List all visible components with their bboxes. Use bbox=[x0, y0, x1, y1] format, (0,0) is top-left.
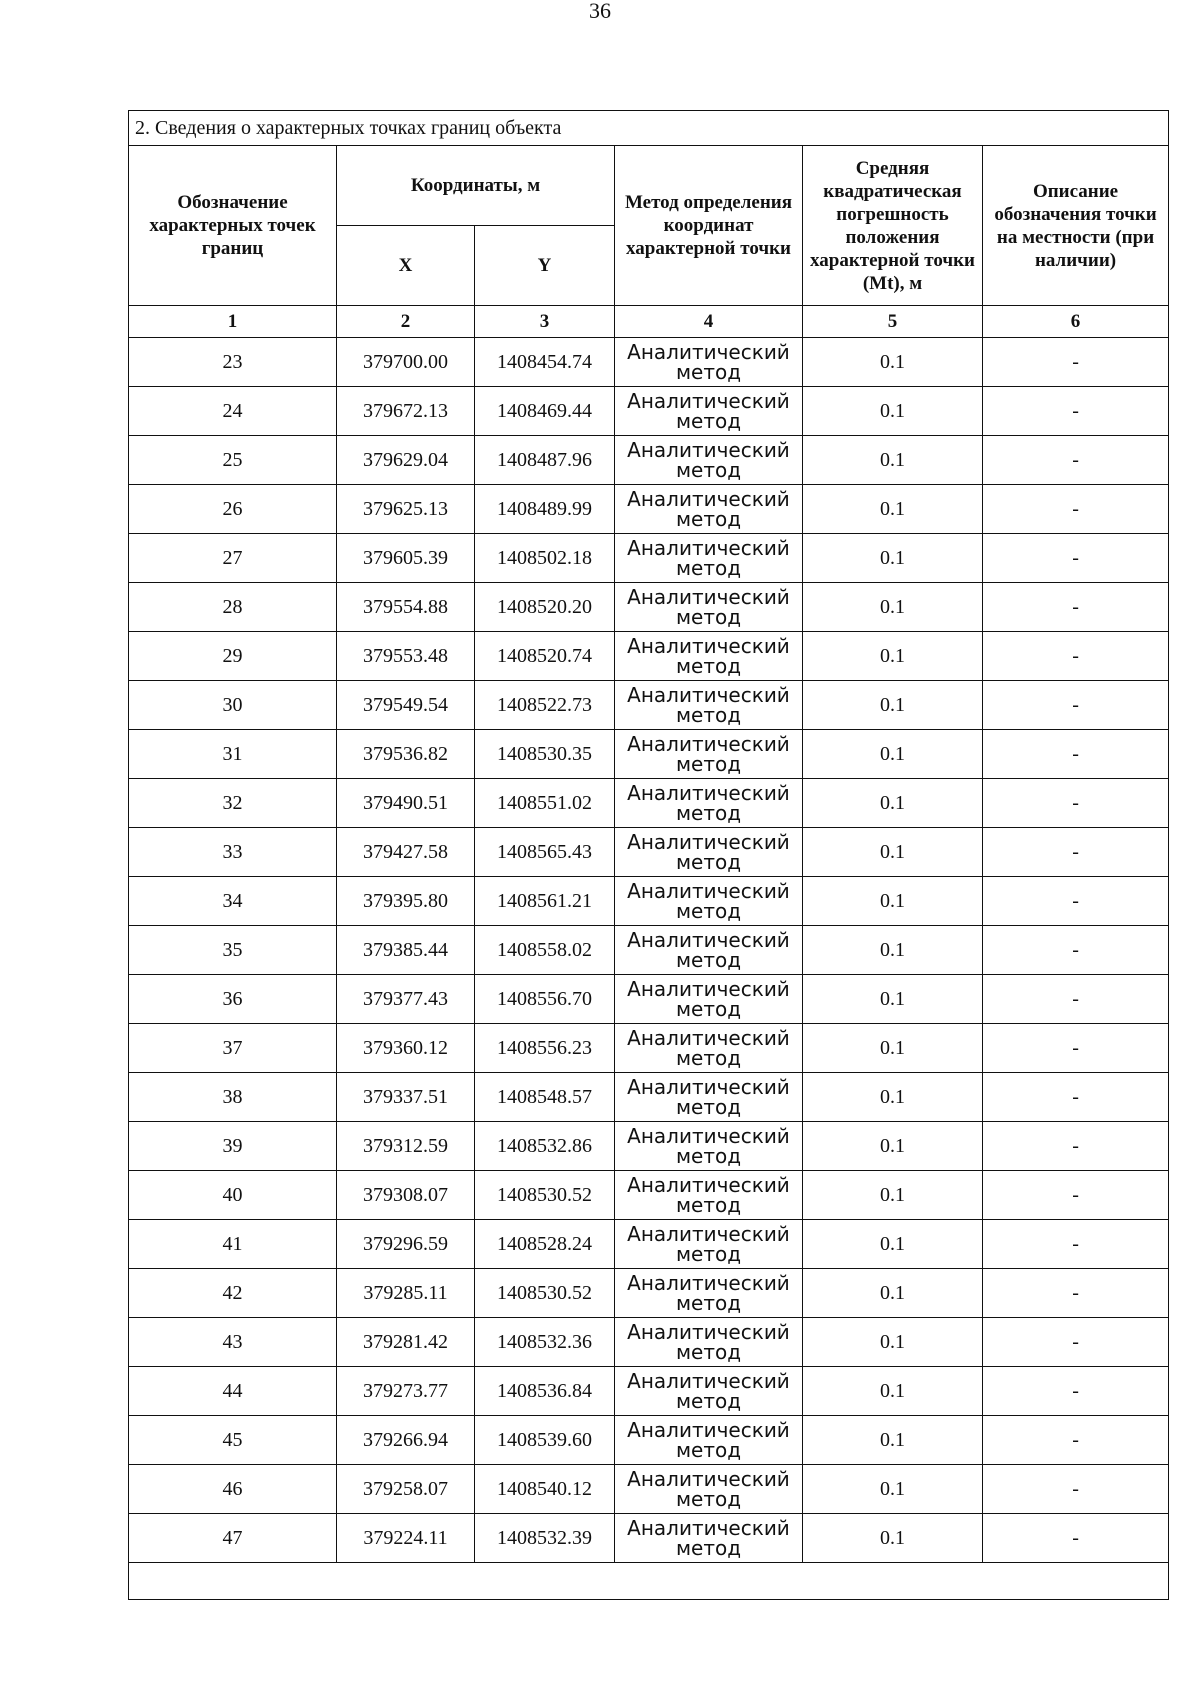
method-line: метод bbox=[675, 703, 742, 727]
method-line: Аналитический bbox=[627, 830, 790, 854]
method-line: метод bbox=[675, 1389, 742, 1413]
point-id-cell: 30 bbox=[129, 681, 337, 730]
y-coordinate-cell: 1408532.36 bbox=[475, 1318, 615, 1367]
y-coordinate-cell: 1408561.21 bbox=[475, 877, 615, 926]
mt-error-cell: 0.1 bbox=[803, 975, 983, 1024]
method-line: метод bbox=[675, 1340, 742, 1364]
method-cell bbox=[615, 1269, 803, 1318]
mt-error-cell: 0.1 bbox=[803, 1220, 983, 1269]
mt-error-cell: 0.1 bbox=[803, 1269, 983, 1318]
x-coordinate-cell: 379281.42 bbox=[337, 1318, 475, 1367]
method-cell bbox=[615, 534, 803, 583]
point-id-cell: 39 bbox=[129, 1122, 337, 1171]
mt-error-cell: 0.1 bbox=[803, 632, 983, 681]
table-row bbox=[129, 436, 1169, 485]
mt-error-cell: 0.1 bbox=[803, 877, 983, 926]
boundary-points-sheet bbox=[128, 110, 1168, 1600]
y-coordinate-cell: 1408548.57 bbox=[475, 1073, 615, 1122]
method-cell bbox=[615, 387, 803, 436]
point-id-cell: 35 bbox=[129, 926, 337, 975]
method-line: Аналитический bbox=[627, 1516, 790, 1540]
point-id-cell: 42 bbox=[129, 1269, 337, 1318]
header-error: Средняя квадратическая погрешность положения характерной точки (Mt), м bbox=[803, 146, 983, 306]
point-id-cell: 34 bbox=[129, 877, 337, 926]
header-method: Метод определения координат характерной точки bbox=[615, 146, 803, 306]
y-coordinate-cell: 1408536.84 bbox=[475, 1367, 615, 1416]
method-cell bbox=[615, 338, 803, 387]
method-cell bbox=[615, 1514, 803, 1563]
table-row bbox=[129, 926, 1169, 975]
x-coordinate-cell: 379605.39 bbox=[337, 534, 475, 583]
method-line: Аналитический bbox=[627, 781, 790, 805]
x-coordinate-cell: 379312.59 bbox=[337, 1122, 475, 1171]
y-coordinate-cell: 1408530.35 bbox=[475, 730, 615, 779]
method-cell bbox=[615, 583, 803, 632]
point-id-cell: 44 bbox=[129, 1367, 337, 1416]
y-coordinate-cell: 1408551.02 bbox=[475, 779, 615, 828]
description-cell: - bbox=[983, 779, 1169, 828]
method-line: метод bbox=[675, 1046, 742, 1070]
x-coordinate-cell: 379549.54 bbox=[337, 681, 475, 730]
table-row bbox=[129, 485, 1169, 534]
method-line: метод bbox=[675, 1438, 742, 1462]
method-cell bbox=[615, 730, 803, 779]
description-cell: - bbox=[983, 387, 1169, 436]
description-cell: - bbox=[983, 1171, 1169, 1220]
table-row bbox=[129, 1416, 1169, 1465]
method-cell bbox=[615, 1318, 803, 1367]
method-line: метод bbox=[675, 654, 742, 678]
point-id-cell: 46 bbox=[129, 1465, 337, 1514]
mt-error-cell: 0.1 bbox=[803, 583, 983, 632]
method-line: Аналитический bbox=[627, 879, 790, 903]
mt-error-cell: 0.1 bbox=[803, 387, 983, 436]
method-line: метод bbox=[675, 899, 742, 923]
mt-error-cell: 0.1 bbox=[803, 1318, 983, 1367]
point-id-cell: 27 bbox=[129, 534, 337, 583]
description-cell: - bbox=[983, 436, 1169, 485]
x-coordinate-cell: 379395.80 bbox=[337, 877, 475, 926]
table-row bbox=[129, 387, 1169, 436]
method-line: Аналитический bbox=[627, 438, 790, 462]
method-cell bbox=[615, 828, 803, 877]
method-line: метод bbox=[675, 850, 742, 874]
y-coordinate-cell: 1408540.12 bbox=[475, 1465, 615, 1514]
y-coordinate-cell: 1408530.52 bbox=[475, 1171, 615, 1220]
table-row bbox=[129, 779, 1169, 828]
point-id-cell: 28 bbox=[129, 583, 337, 632]
point-id-cell: 24 bbox=[129, 387, 337, 436]
y-coordinate-cell: 1408487.96 bbox=[475, 436, 615, 485]
table-row bbox=[129, 877, 1169, 926]
description-cell: - bbox=[983, 877, 1169, 926]
mt-error-cell: 0.1 bbox=[803, 1024, 983, 1073]
method-line: Аналитический bbox=[627, 536, 790, 560]
y-coordinate-cell: 1408556.23 bbox=[475, 1024, 615, 1073]
description-cell: - bbox=[983, 975, 1169, 1024]
y-coordinate-cell: 1408502.18 bbox=[475, 534, 615, 583]
method-line: метод bbox=[675, 360, 742, 384]
y-coordinate-cell: 1408520.20 bbox=[475, 583, 615, 632]
y-coordinate-cell: 1408530.52 bbox=[475, 1269, 615, 1318]
header-description: Описание обозначения точки на местности (при наличии) bbox=[983, 146, 1169, 306]
point-id-cell: 38 bbox=[129, 1073, 337, 1122]
method-line: Аналитический bbox=[627, 1173, 790, 1197]
description-cell: - bbox=[983, 1122, 1169, 1171]
column-number: 6 bbox=[983, 306, 1169, 338]
method-cell bbox=[615, 1416, 803, 1465]
y-coordinate-cell: 1408522.73 bbox=[475, 681, 615, 730]
method-line: Аналитический bbox=[627, 389, 790, 413]
table-row bbox=[129, 1318, 1169, 1367]
mt-error-cell: 0.1 bbox=[803, 338, 983, 387]
table-caption: 2. Сведения о характерных точках границ объекта bbox=[129, 111, 1169, 146]
method-line: метод bbox=[675, 458, 742, 482]
header-x: X bbox=[337, 226, 475, 306]
mt-error-cell: 0.1 bbox=[803, 828, 983, 877]
method-line: Аналитический bbox=[627, 1124, 790, 1148]
method-line: Аналитический bbox=[627, 340, 790, 364]
point-id-cell: 45 bbox=[129, 1416, 337, 1465]
method-cell bbox=[615, 485, 803, 534]
table-row bbox=[129, 583, 1169, 632]
x-coordinate-cell: 379553.48 bbox=[337, 632, 475, 681]
description-cell: - bbox=[983, 1024, 1169, 1073]
mt-error-cell: 0.1 bbox=[803, 1416, 983, 1465]
table-row bbox=[129, 534, 1169, 583]
empty-footer-row bbox=[129, 1563, 1169, 1600]
description-cell: - bbox=[983, 730, 1169, 779]
page-number: 36 bbox=[589, 0, 611, 18]
point-id-cell: 43 bbox=[129, 1318, 337, 1367]
x-coordinate-cell: 379285.11 bbox=[337, 1269, 475, 1318]
description-cell: - bbox=[983, 583, 1169, 632]
table-row bbox=[129, 730, 1169, 779]
method-line: метод bbox=[675, 1193, 742, 1217]
header-designation: Обозначение характерных точек границ bbox=[129, 146, 337, 306]
empty-footer-cell bbox=[129, 1563, 1169, 1600]
y-coordinate-cell: 1408539.60 bbox=[475, 1416, 615, 1465]
method-cell bbox=[615, 1465, 803, 1514]
method-cell bbox=[615, 1171, 803, 1220]
x-coordinate-cell: 379337.51 bbox=[337, 1073, 475, 1122]
x-coordinate-cell: 379700.00 bbox=[337, 338, 475, 387]
mt-error-cell: 0.1 bbox=[803, 1122, 983, 1171]
x-coordinate-cell: 379377.43 bbox=[337, 975, 475, 1024]
description-cell: - bbox=[983, 828, 1169, 877]
method-line: Аналитический bbox=[627, 487, 790, 511]
y-coordinate-cell: 1408454.74 bbox=[475, 338, 615, 387]
table-row bbox=[129, 1122, 1169, 1171]
point-id-cell: 32 bbox=[129, 779, 337, 828]
table-row bbox=[129, 1220, 1169, 1269]
mt-error-cell: 0.1 bbox=[803, 730, 983, 779]
method-line: метод bbox=[675, 556, 742, 580]
point-id-cell: 29 bbox=[129, 632, 337, 681]
method-line: Аналитический bbox=[627, 732, 790, 756]
method-cell bbox=[615, 877, 803, 926]
point-id-cell: 26 bbox=[129, 485, 337, 534]
table-row bbox=[129, 338, 1169, 387]
column-number: 4 bbox=[615, 306, 803, 338]
x-coordinate-cell: 379427.58 bbox=[337, 828, 475, 877]
method-cell bbox=[615, 681, 803, 730]
table-row bbox=[129, 975, 1169, 1024]
method-line: Аналитический bbox=[627, 1222, 790, 1246]
method-line: метод bbox=[675, 752, 742, 776]
method-line: метод bbox=[675, 1536, 742, 1560]
point-id-cell: 33 bbox=[129, 828, 337, 877]
method-line: Аналитический bbox=[627, 977, 790, 1001]
y-coordinate-cell: 1408528.24 bbox=[475, 1220, 615, 1269]
method-line: Аналитический bbox=[627, 928, 790, 952]
point-id-cell: 41 bbox=[129, 1220, 337, 1269]
method-cell bbox=[615, 975, 803, 1024]
x-coordinate-cell: 379258.07 bbox=[337, 1465, 475, 1514]
mt-error-cell: 0.1 bbox=[803, 681, 983, 730]
method-line: метод bbox=[675, 507, 742, 531]
mt-error-cell: 0.1 bbox=[803, 1171, 983, 1220]
mt-error-cell: 0.1 bbox=[803, 1514, 983, 1563]
y-coordinate-cell: 1408532.39 bbox=[475, 1514, 615, 1563]
method-cell bbox=[615, 1024, 803, 1073]
x-coordinate-cell: 379273.77 bbox=[337, 1367, 475, 1416]
description-cell: - bbox=[983, 632, 1169, 681]
method-cell bbox=[615, 632, 803, 681]
method-line: метод bbox=[675, 1095, 742, 1119]
column-number: 1 bbox=[129, 306, 337, 338]
x-coordinate-cell: 379490.51 bbox=[337, 779, 475, 828]
y-coordinate-cell: 1408565.43 bbox=[475, 828, 615, 877]
mt-error-cell: 0.1 bbox=[803, 779, 983, 828]
boundary-points-table bbox=[128, 110, 1169, 1600]
mt-error-cell: 0.1 bbox=[803, 1367, 983, 1416]
mt-error-cell: 0.1 bbox=[803, 485, 983, 534]
method-line: метод bbox=[675, 1144, 742, 1168]
y-coordinate-cell: 1408558.02 bbox=[475, 926, 615, 975]
x-coordinate-cell: 379360.12 bbox=[337, 1024, 475, 1073]
method-line: Аналитический bbox=[627, 1418, 790, 1442]
column-number: 2 bbox=[337, 306, 475, 338]
method-line: метод bbox=[675, 801, 742, 825]
description-cell: - bbox=[983, 485, 1169, 534]
point-id-cell: 36 bbox=[129, 975, 337, 1024]
method-line: метод bbox=[675, 605, 742, 629]
method-line: метод bbox=[675, 409, 742, 433]
x-coordinate-cell: 379385.44 bbox=[337, 926, 475, 975]
method-line: метод bbox=[675, 1291, 742, 1315]
method-line: Аналитический bbox=[627, 1075, 790, 1099]
method-cell bbox=[615, 1122, 803, 1171]
description-cell: - bbox=[983, 1514, 1169, 1563]
description-cell: - bbox=[983, 1465, 1169, 1514]
x-coordinate-cell: 379266.94 bbox=[337, 1416, 475, 1465]
description-cell: - bbox=[983, 1220, 1169, 1269]
method-cell bbox=[615, 779, 803, 828]
method-line: Аналитический bbox=[627, 1271, 790, 1295]
x-coordinate-cell: 379629.04 bbox=[337, 436, 475, 485]
x-coordinate-cell: 379224.11 bbox=[337, 1514, 475, 1563]
x-coordinate-cell: 379672.13 bbox=[337, 387, 475, 436]
mt-error-cell: 0.1 bbox=[803, 1465, 983, 1514]
y-coordinate-cell: 1408489.99 bbox=[475, 485, 615, 534]
table-row bbox=[129, 681, 1169, 730]
method-cell bbox=[615, 1073, 803, 1122]
method-line: метод bbox=[675, 997, 742, 1021]
mt-error-cell: 0.1 bbox=[803, 534, 983, 583]
table-row bbox=[129, 828, 1169, 877]
method-line: Аналитический bbox=[627, 1369, 790, 1393]
table-body bbox=[129, 338, 1169, 1563]
method-line: Аналитический bbox=[627, 585, 790, 609]
method-line: Аналитический bbox=[627, 1467, 790, 1491]
method-line: Аналитический bbox=[627, 1026, 790, 1050]
method-line: Аналитический bbox=[627, 1320, 790, 1344]
y-coordinate-cell: 1408520.74 bbox=[475, 632, 615, 681]
description-cell: - bbox=[983, 338, 1169, 387]
table-row bbox=[129, 1073, 1169, 1122]
column-number: 3 bbox=[475, 306, 615, 338]
method-line: метод bbox=[675, 1487, 742, 1511]
x-coordinate-cell: 379296.59 bbox=[337, 1220, 475, 1269]
description-cell: - bbox=[983, 1269, 1169, 1318]
description-cell: - bbox=[983, 1416, 1169, 1465]
point-id-cell: 37 bbox=[129, 1024, 337, 1073]
y-coordinate-cell: 1408532.86 bbox=[475, 1122, 615, 1171]
y-coordinate-cell: 1408556.70 bbox=[475, 975, 615, 1024]
description-cell: - bbox=[983, 1367, 1169, 1416]
x-coordinate-cell: 379625.13 bbox=[337, 485, 475, 534]
method-line: Аналитический bbox=[627, 683, 790, 707]
point-id-cell: 40 bbox=[129, 1171, 337, 1220]
description-cell: - bbox=[983, 534, 1169, 583]
table-row bbox=[129, 1269, 1169, 1318]
column-number: 5 bbox=[803, 306, 983, 338]
description-cell: - bbox=[983, 1318, 1169, 1367]
mt-error-cell: 0.1 bbox=[803, 436, 983, 485]
description-cell: - bbox=[983, 1073, 1169, 1122]
y-coordinate-cell: 1408469.44 bbox=[475, 387, 615, 436]
table-row bbox=[129, 1465, 1169, 1514]
header-y: Y bbox=[475, 226, 615, 306]
method-line: метод bbox=[675, 948, 742, 972]
x-coordinate-cell: 379308.07 bbox=[337, 1171, 475, 1220]
point-id-cell: 23 bbox=[129, 338, 337, 387]
table-row bbox=[129, 1171, 1169, 1220]
method-cell bbox=[615, 926, 803, 975]
mt-error-cell: 0.1 bbox=[803, 1073, 983, 1122]
table-row bbox=[129, 632, 1169, 681]
method-cell bbox=[615, 436, 803, 485]
method-line: Аналитический bbox=[627, 634, 790, 658]
method-cell bbox=[615, 1220, 803, 1269]
point-id-cell: 47 bbox=[129, 1514, 337, 1563]
description-cell: - bbox=[983, 926, 1169, 975]
point-id-cell: 31 bbox=[129, 730, 337, 779]
table-row bbox=[129, 1024, 1169, 1073]
column-numbers-row bbox=[129, 306, 1169, 338]
x-coordinate-cell: 379554.88 bbox=[337, 583, 475, 632]
table-row bbox=[129, 1367, 1169, 1416]
mt-error-cell: 0.1 bbox=[803, 926, 983, 975]
description-cell: - bbox=[983, 681, 1169, 730]
point-id-cell: 25 bbox=[129, 436, 337, 485]
table-row bbox=[129, 1514, 1169, 1563]
method-cell bbox=[615, 1367, 803, 1416]
header-coordinates: Координаты, м bbox=[337, 146, 615, 226]
x-coordinate-cell: 379536.82 bbox=[337, 730, 475, 779]
method-line: метод bbox=[675, 1242, 742, 1266]
